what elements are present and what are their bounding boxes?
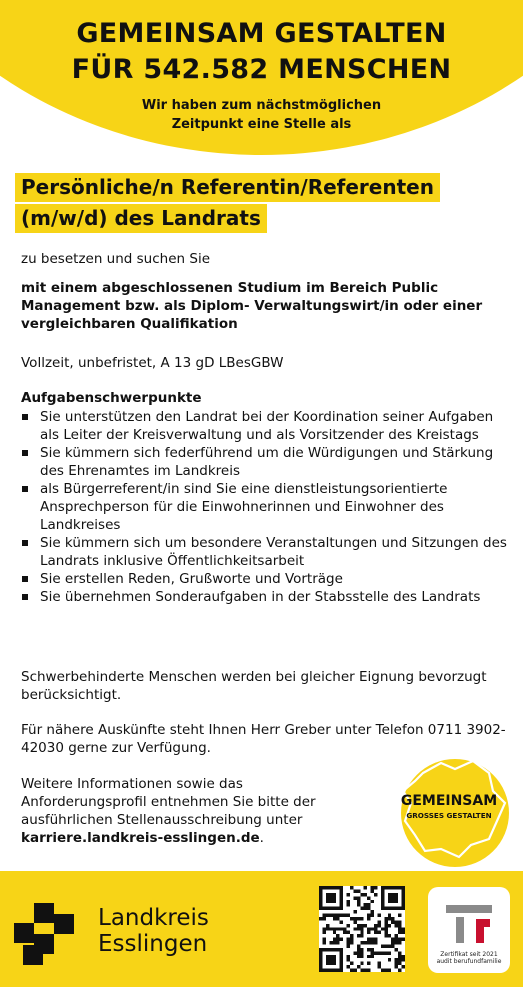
list-item: Sie erstellen Reden, Grußworte und Vorträge — [21, 570, 511, 588]
career-url-link[interactable]: karriere.landkreis-esslingen.de — [21, 830, 260, 846]
tasks-list — [21, 408, 511, 606]
list-item: Sie unterstützen den Landrat bei der Koordination seiner Aufgaben als Leiter der Kreisverwaltung und als Vorsitzender des Kreistags — [21, 408, 511, 444]
headline-line2: FÜR 542.582 MENSCHEN — [71, 54, 452, 85]
subheadline-line2: Zeitpunkt eine Stelle als — [171, 117, 352, 132]
intro-text: zu besetzen und suchen Sie — [21, 251, 210, 267]
terms-text: Vollzeit, unbefristet, A 13 gD LBesGBW — [21, 355, 284, 371]
list-item: Sie kümmern sich um besondere Veranstaltungen und Sitzungen des Landrats inklusive Öffentlichkeitsarbeit — [21, 534, 511, 570]
badge-line2: GROSSES GESTALTEN — [406, 811, 492, 820]
job-title-line2: (m/w/d) des Landrats — [15, 204, 267, 233]
job-title — [15, 173, 440, 235]
landkreis-logo-text — [98, 905, 209, 957]
cert-line2: audit berufundfamilie — [436, 958, 502, 965]
cert-caption — [428, 951, 510, 965]
qualification-text: mit einem abgeschlossenen Studium im Bereich Public Management bzw. als Diplom- Verwaltungswirt/in oder einer vergleichbaren Qualifikation — [21, 280, 483, 332]
audit-certificate — [428, 887, 510, 973]
disability-note: Schwerbehinderte Menschen werden bei gleicher Eignung bevorzugt berücksichtigt. — [21, 669, 487, 703]
job-title-line1: Persönliche/n Referentin/Referenten — [15, 173, 440, 202]
audit-certificate-icon — [446, 897, 492, 945]
more-info-text — [21, 775, 351, 847]
footer — [0, 871, 523, 987]
list-item: Sie kümmern sich federführend um die Würdigungen und Stärkung des Ehrenamtes im Landkreis — [21, 444, 511, 480]
list-item: als Bürgerreferent/in sind Sie eine dienstleistungsorientierte Ansprechperson für die Einwohnerinnen und Einwohner des Landkreises — [21, 480, 511, 534]
gemeinsam-badge — [393, 751, 509, 867]
more-info-body: Weitere Informationen sowie das Anforderungsprofil entnehmen Sie bitte der ausführlichen Stellenausschreibung unter — [21, 776, 316, 828]
landkreis-logo-icon — [14, 903, 74, 965]
contact-text: Für nähere Auskünfte steht Ihnen Herr Greber unter Telefon 0711 3902-42030 gerne zur Verfügung. — [21, 722, 506, 756]
logo-line1: Landkreis — [98, 905, 209, 931]
url-suffix: . — [259, 830, 264, 846]
qr-code-icon[interactable] — [319, 886, 405, 972]
list-item: Sie übernehmen Sonderaufgaben in der Stabsstelle des Landrats — [21, 588, 511, 606]
subheadline-line1: Wir haben zum nächstmöglichen — [141, 98, 382, 113]
subheadline — [0, 96, 523, 134]
logo-line2: Esslingen — [98, 931, 208, 957]
badge-line1: GEMEINSAM — [400, 793, 498, 809]
cert-line1: Zertifikat seit 2021 — [440, 951, 498, 958]
headline-line1: GEMEINSAM GESTALTEN — [76, 18, 447, 49]
headline — [0, 16, 523, 88]
tasks-heading: Aufgabenschwerpunkte — [21, 390, 202, 406]
